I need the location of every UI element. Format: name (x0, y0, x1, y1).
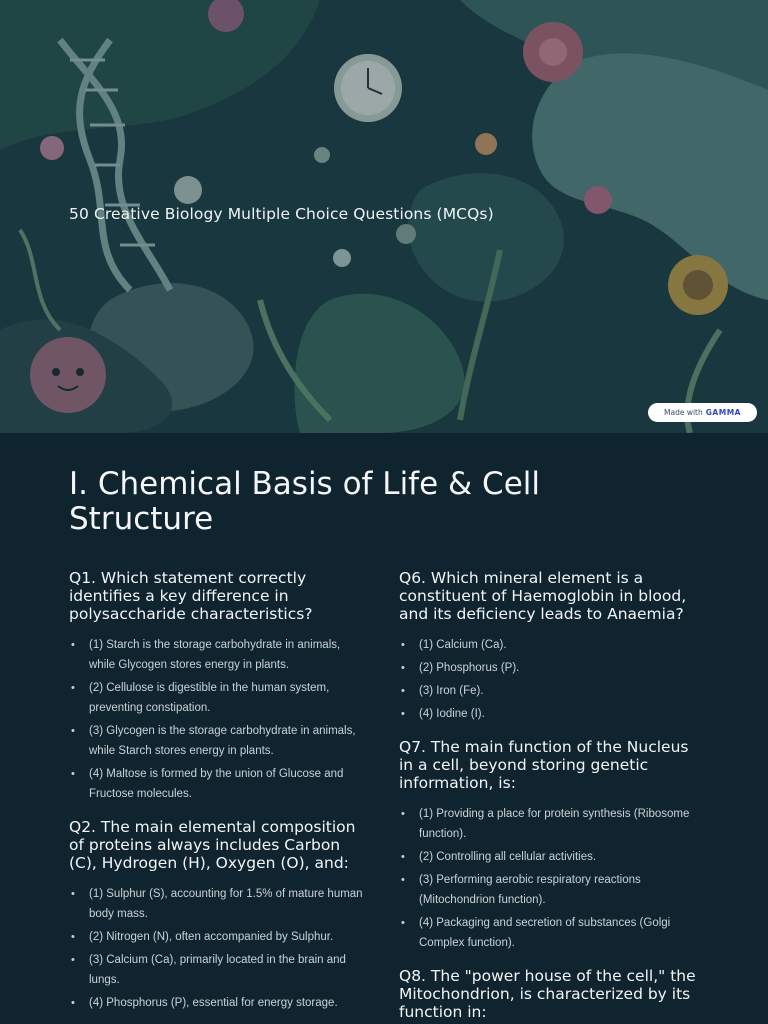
question-q6: Q6. Which mineral element is a constituent of Haemoglobin in blood, and its deficiency leads to Anaemia? (399, 569, 687, 623)
list-item: • (2) Cellulose is digestible in the human system, preventing constipation. (69, 678, 369, 718)
question-q8: Q8. The "power house of the cell," the Mitochondrion, is characterized by its function in: (399, 967, 696, 1021)
q1-options (69, 635, 369, 804)
list-item: • (3) Iron (Fe). (399, 681, 699, 701)
gamma-logo: GAMMA (705, 408, 741, 417)
list-item: • (2) Controlling all cellular activities. (399, 847, 699, 867)
badge-prefix: Made with (664, 408, 703, 417)
list-item: • (2) Nitrogen (N), often accompanied by Sulphur. (69, 927, 369, 947)
q7-options (399, 804, 699, 953)
list-item: • (1) Providing a place for protein synthesis (Ribosome function). (399, 804, 699, 844)
q6-options (399, 635, 699, 724)
list-item: • (3) Performing aerobic respiratory reactions (Mitochondrion function). (399, 870, 699, 910)
list-item: • (1) Calcium (Ca). (399, 635, 699, 655)
left-column (69, 569, 369, 1024)
list-item: • (1) Sulphur (S), accounting for 1.5% of mature human body mass. (69, 884, 369, 924)
list-item: • (3) Glycogen is the storage carbohydrate in animals, while Starch stores energy in plants. (69, 721, 369, 761)
question-q1: Q1. Which statement correctly identifies a key difference in polysaccharide characteristics? (69, 569, 313, 623)
right-column (399, 569, 699, 1024)
list-item: • (4) Phosphorus (P), essential for energy storage. (69, 993, 369, 1013)
hero-title: 50 Creative Biology Multiple Choice Questions (MCQs) (69, 205, 494, 223)
list-item: • (4) Maltose is formed by the union of Glucose and Fructose molecules. (69, 764, 369, 804)
question-q7: Q7. The main function of the Nucleus in a cell, beyond storing genetic information, is: (399, 738, 689, 792)
made-with-gamma-badge[interactable] (648, 403, 757, 422)
list-item: • (2) Phosphorus (P). (399, 658, 699, 678)
content-area (0, 433, 768, 1024)
question-q2: Q2. The main elemental composition of proteins always includes Carbon (C), Hydrogen (H), Oxygen (O), and: (69, 818, 356, 872)
section-title: I. Chemical Basis of Life & Cell Structure (69, 466, 540, 537)
hero-banner (0, 0, 768, 433)
list-item: • (4) Packaging and secretion of substances (Golgi Complex function). (399, 913, 699, 953)
list-item: • (1) Starch is the storage carbohydrate in animals, while Glycogen stores energy in plants. (69, 635, 369, 675)
list-item: • (4) Iodine (I). (399, 704, 699, 724)
q2-options (69, 884, 369, 1013)
list-item: • (3) Calcium (Ca), primarily located in the brain and lungs. (69, 950, 369, 990)
